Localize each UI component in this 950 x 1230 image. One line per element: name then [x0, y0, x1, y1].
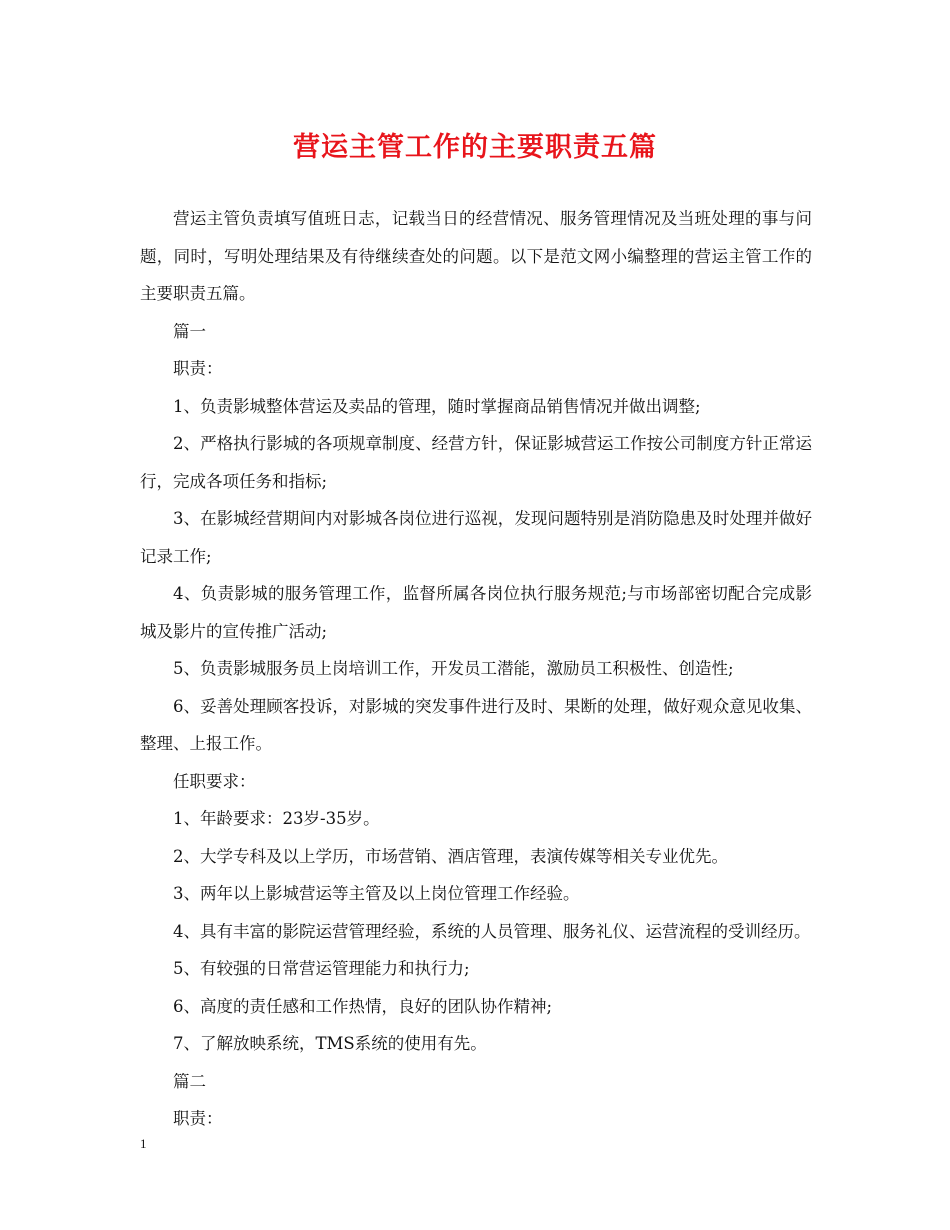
paragraph: 6、妥善处理顾客投诉，对影城的突发事件进行及时、果断的处理，做好观众意见收集、整理、上报工作。 [140, 696, 812, 753]
page-number: 1 [140, 1136, 147, 1151]
paragraph: 4、负责影城的服务管理工作，监督所属各岗位执行服务规范;与市场部密切配合完成影城及影片的宣传推广活动; [140, 584, 812, 641]
paragraph: 营运主管负责填写值班日志，记载当日的经营情况、服务管理情况及当班处理的事与问题，同时，写明处理结果及有待继续查处的问题。以下是范文网小编整理的营运主管工作的主要职责五篇。 [140, 209, 812, 303]
paragraph: 5、有较强的日常营运管理能力和执行力; [173, 959, 470, 978]
paragraph: 3、在影城经营期间内对影城各岗位进行巡视，发现问题特别是消防隐患及时处理并做好记录工作; [140, 509, 812, 566]
document-body [140, 200, 812, 1138]
paragraph: 职责： [173, 1109, 223, 1128]
paragraph: 3、两年以上影城营运等主管及以上岗位管理工作经验。 [173, 884, 580, 903]
paragraph: 职责： [173, 359, 223, 378]
paragraph: 4、具有丰富的影院运营管理经验，系统的人员管理、服务礼仪、运营流程的受训经历。 [173, 921, 811, 941]
paragraph: 篇二 [173, 1071, 206, 1091]
paragraph: 5、负责影城服务员上岗培训工作，开发员工潜能，激励员工积极性、创造性; [173, 659, 734, 678]
paragraph: 2、严格执行影城的各项规章制度、经营方针，保证影城营运工作按公司制度方针正常运行，完成各项任务和指标; [140, 434, 812, 491]
paragraph: 2、大学专科及以上学历，市场营销、酒店管理，表演传媒等相关专业优先。 [173, 846, 728, 866]
paragraph: 6、高度的责任感和工作热情，良好的团队协作精神; [173, 996, 553, 1016]
paragraph: 任职要求： [173, 771, 256, 791]
document-title: 营运主管工作的主要职责五篇 [293, 132, 657, 163]
paragraph: 1、年龄要求：23岁-35岁。 [173, 809, 380, 828]
paragraph: 1、负责影城整体营运及卖品的管理，随时掌握商品销售情况并做出调整; [173, 396, 701, 416]
paragraph: 7、了解放映系统，TMS系统的使用有先。 [173, 1034, 487, 1053]
paragraph: 篇一 [173, 321, 206, 341]
